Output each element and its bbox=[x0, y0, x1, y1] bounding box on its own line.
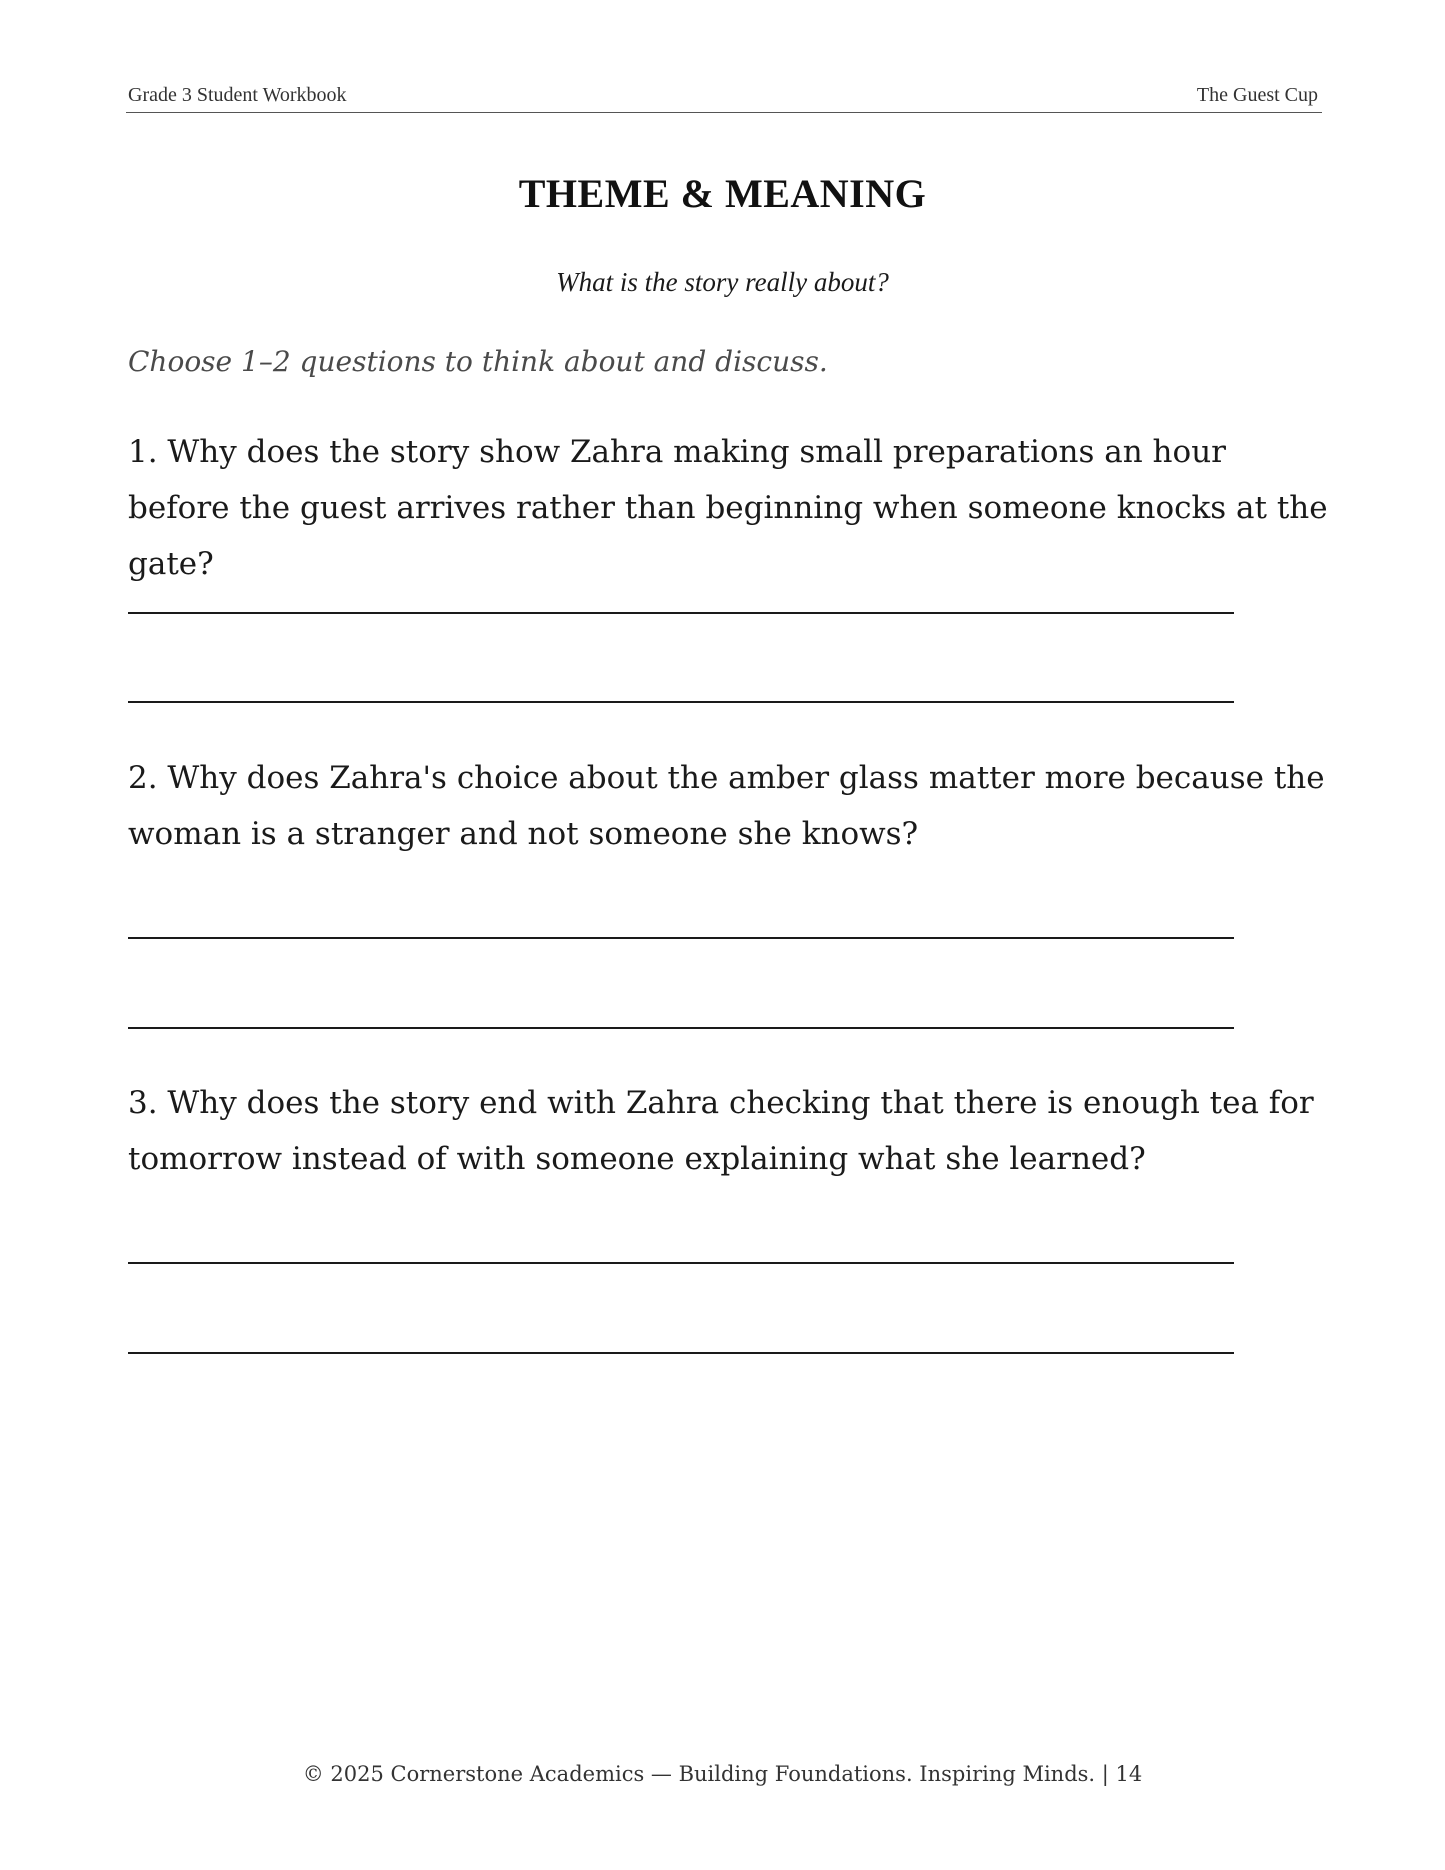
page-header bbox=[126, 82, 1322, 113]
page-title: THEME & MEANING bbox=[518, 171, 927, 216]
instructions: Choose 1–2 questions to think about and discuss. bbox=[128, 345, 828, 378]
answer-line-1b[interactable] bbox=[128, 701, 1234, 703]
question-1: 1. Why does the story show Zahra making small preparations an hour before the guest arrives rather than beginning when someone knocks at the gate? bbox=[128, 434, 1328, 582]
answer-line-2b[interactable] bbox=[128, 1027, 1234, 1029]
answer-line-2a[interactable] bbox=[128, 937, 1234, 939]
answer-line-3a[interactable] bbox=[128, 1262, 1234, 1264]
answer-line-1a[interactable] bbox=[128, 612, 1234, 614]
workbook-label: Grade 3 Student Workbook bbox=[128, 84, 347, 106]
page-footer: © 2025 Cornerstone Academics — Building Foundations. Inspiring Minds. | 14 bbox=[302, 1762, 1143, 1786]
question-3: 3. Why does the story end with Zahra checking that there is enough tea for tomorrow instead of with someone explaining what she learned? bbox=[128, 1085, 1314, 1177]
answer-line-3b[interactable] bbox=[128, 1352, 1234, 1354]
question-2: 2. Why does Zahra's choice about the amber glass matter more because the woman is a stranger and not someone she knows? bbox=[128, 760, 1325, 852]
page-subtitle: What is the story really about? bbox=[556, 267, 889, 297]
story-title-label: The Guest Cup bbox=[1196, 84, 1318, 106]
